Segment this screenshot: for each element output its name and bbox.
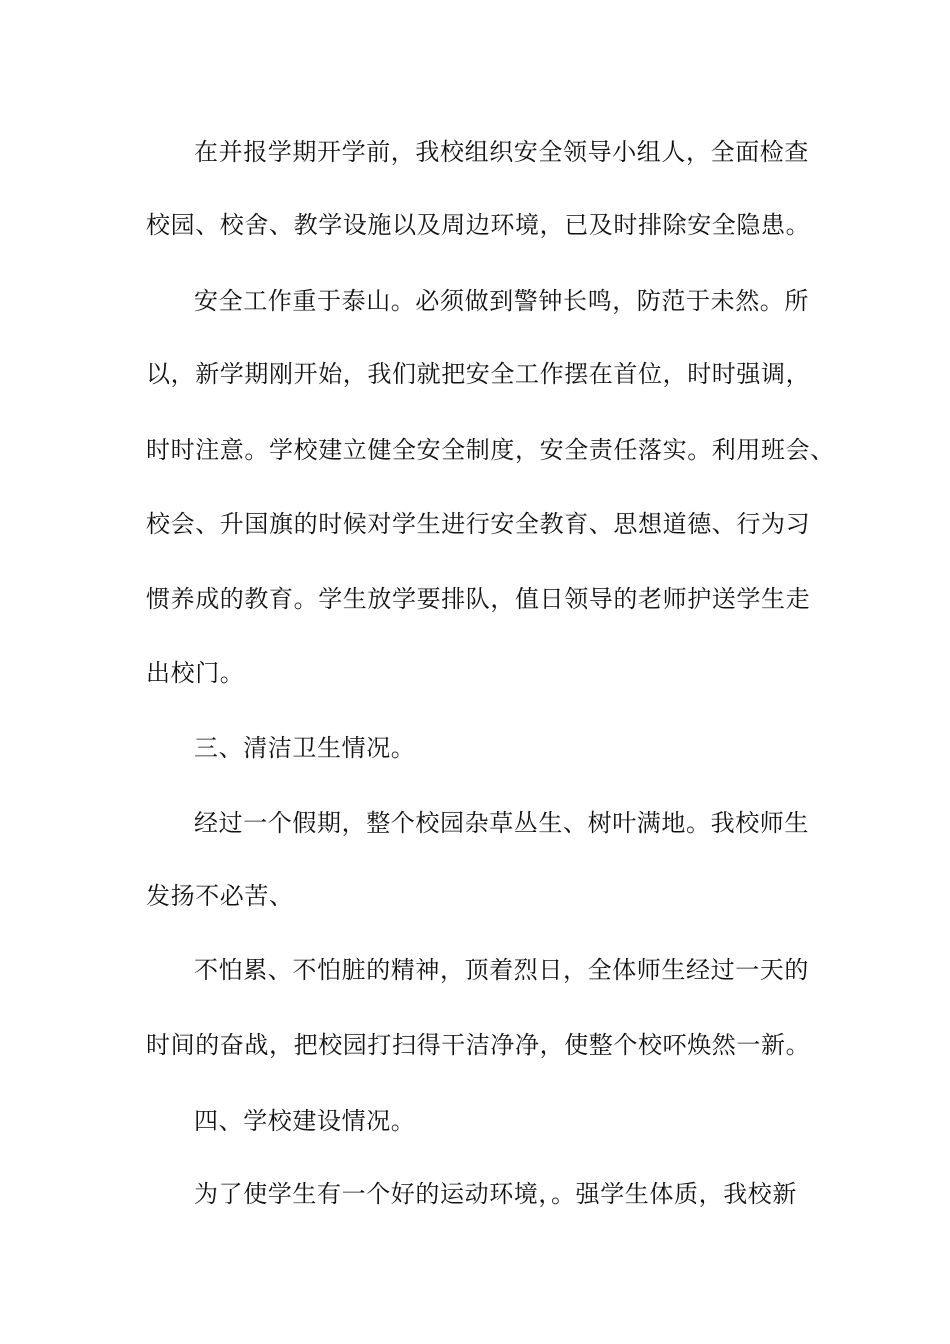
section-heading: 四、学校建设情况。 — [194, 1107, 416, 1135]
paragraph-line: 时时注意。学校建立健全安全制度，安全责任落实。利用班会、 — [146, 436, 835, 464]
paragraph-line: 惯养成的教育。学生放学要排队，值日领导的老师护送学生走 — [146, 585, 811, 613]
paragraph-line: 为了使学生有一个好的运动环境，。强学生体质，我校新 — [194, 1180, 797, 1208]
section-heading: 三、清洁卫生情况。 — [194, 734, 416, 762]
paragraph-line: 校园、校舍、教学设施以及周边环境，已及时排除安全隐患。 — [146, 211, 811, 239]
paragraph-line: 不怕累、不怕脏的精神，顶着烈日，全体师生经过一天的 — [194, 956, 809, 984]
paragraph-line: 以，新学期刚开始，我们就把安全工作摆在首位，时时强调， — [146, 360, 811, 388]
paragraph-line: 在并报学期开学前，我校组织安全领导小组人，全面检查 — [194, 138, 809, 166]
paragraph-line: 经过一个假期，整个校园杂草丛生、树叶满地。我校师生 — [194, 809, 809, 837]
paragraph-line: 时间的奋战，把校园打扫得干洁净净，使整个校吥焕然一新。 — [146, 1031, 811, 1059]
paragraph-line: 安全工作重于泰山。必须做到警钟长鸣，防范于未然。所 — [194, 287, 809, 315]
paragraph-line: 出校门。 — [146, 659, 245, 687]
paragraph-line: 校会、升国旗的时候对学生进行安全教育、思想道德、行为习 — [146, 510, 811, 538]
paragraph-line: 发扬不必苦、 — [146, 882, 294, 910]
